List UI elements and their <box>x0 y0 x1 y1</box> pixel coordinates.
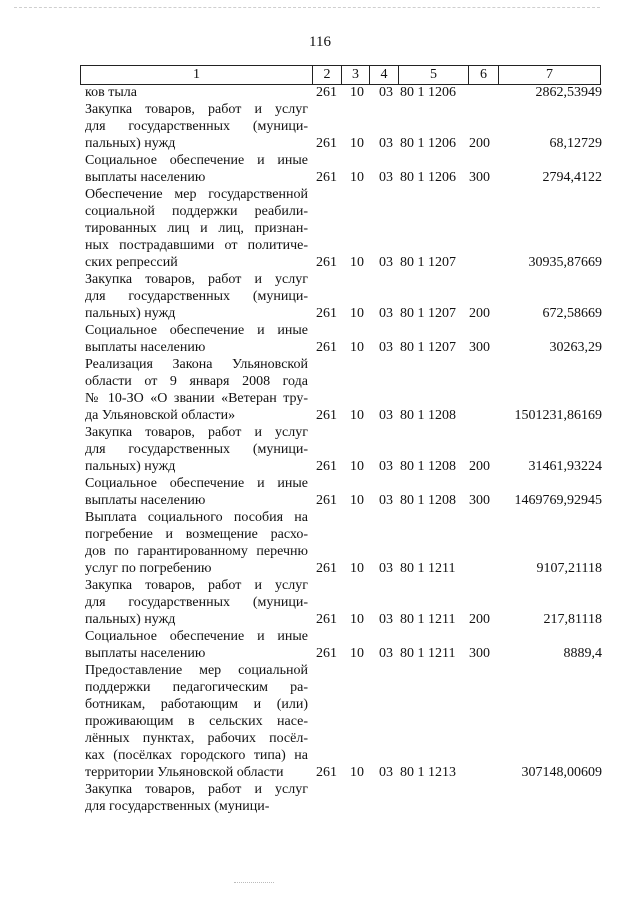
row-label-line: выплаты населению <box>85 170 206 185</box>
row-label-line: Социальное обеспечение и иные <box>85 629 308 644</box>
table-row <box>0 424 640 475</box>
table-row <box>0 628 640 662</box>
row-amount: 2794,4122 <box>542 170 602 185</box>
row-target-article-code: 80 1 1211 <box>400 646 456 661</box>
row-subsection-code: 03 <box>379 561 393 576</box>
row-subsection-code: 03 <box>379 459 393 474</box>
row-ved-code: 261 <box>316 306 337 321</box>
row-section-code: 10 <box>350 493 364 508</box>
row-label-line: для государственных (муници- <box>85 119 308 134</box>
row-target-article-code: 80 1 1207 <box>400 340 456 355</box>
row-label-line: Закупка товаров, работ и услуг <box>85 425 308 440</box>
row-codes <box>0 798 640 815</box>
table-row <box>0 475 640 509</box>
table-row <box>0 152 640 186</box>
row-codes <box>0 135 640 152</box>
row-expense-type-code: 200 <box>469 612 490 627</box>
row-amount: 1501231,86169 <box>514 408 602 423</box>
row-amount: 68,12729 <box>549 136 602 151</box>
row-subsection-code: 03 <box>379 85 393 100</box>
row-expense-type-code: 200 <box>469 306 490 321</box>
header-col-4: 4 <box>369 66 398 84</box>
row-target-article-code: 80 1 1208 <box>400 459 456 474</box>
row-subsection-code: 03 <box>379 408 393 423</box>
row-label-line: Выплата социального пособия на <box>85 510 308 525</box>
header-col-1: 1 <box>193 67 200 82</box>
row-section-code: 10 <box>350 561 364 576</box>
row-section-code: 10 <box>350 459 364 474</box>
row-amount: 30935,87669 <box>528 255 602 270</box>
row-label-line: тированных лиц и лиц, признан- <box>85 221 308 236</box>
table-row <box>0 509 640 577</box>
row-label-line: территории Ульяновской области <box>85 765 284 780</box>
row-codes <box>0 84 640 101</box>
row-ved-code: 261 <box>316 612 337 627</box>
table-row <box>0 101 640 152</box>
row-ved-code: 261 <box>316 255 337 270</box>
row-expense-type-code: 300 <box>469 340 490 355</box>
row-codes <box>0 645 640 662</box>
table-header-row <box>80 65 601 85</box>
row-subsection-code: 03 <box>379 340 393 355</box>
table-row <box>0 186 640 271</box>
row-target-article-code: 80 1 1208 <box>400 493 456 508</box>
row-ved-code: 261 <box>316 340 337 355</box>
row-codes <box>0 169 640 186</box>
table-row <box>0 322 640 356</box>
row-label-line: ботникам, работающим и (или) <box>85 697 308 712</box>
row-codes <box>0 611 640 628</box>
row-target-article-code: 80 1 1211 <box>400 612 456 627</box>
row-ved-code: 261 <box>316 85 337 100</box>
row-ved-code: 261 <box>316 561 337 576</box>
row-label-line: Социальное обеспечение и иные <box>85 153 308 168</box>
row-section-code: 10 <box>350 408 364 423</box>
row-subsection-code: 03 <box>379 765 393 780</box>
row-expense-type-code: 200 <box>469 136 490 151</box>
row-label-line: для государственных (муници- <box>85 595 308 610</box>
table-row <box>0 662 640 781</box>
row-label-line: социальной поддержки реабили- <box>85 204 308 219</box>
row-label-line: выплаты населению <box>85 646 206 661</box>
page-top-rule <box>14 7 600 8</box>
row-label-line: для государственных (муници- <box>85 289 308 304</box>
row-label-line: Закупка товаров, работ и услуг <box>85 782 308 797</box>
row-target-article-code: 80 1 1206 <box>400 85 456 100</box>
row-label-line: поддержки педагогическим ра- <box>85 680 308 695</box>
table-body <box>0 84 640 815</box>
row-label-line: лённых пунктах, рабочих посёл- <box>85 731 308 746</box>
row-section-code: 10 <box>350 85 364 100</box>
row-amount: 307148,00609 <box>521 765 602 780</box>
row-codes <box>0 407 640 424</box>
row-amount: 672,58669 <box>542 306 602 321</box>
row-label-line: Закупка товаров, работ и услуг <box>85 102 308 117</box>
row-label-line: Социальное обеспечение и иные <box>85 476 308 491</box>
row-section-code: 10 <box>350 170 364 185</box>
row-label-line: пальных) нужд <box>85 459 176 474</box>
header-col-3: 3 <box>341 66 369 84</box>
row-codes <box>0 764 640 781</box>
row-target-article-code: 80 1 1211 <box>400 561 456 576</box>
row-target-article-code: 80 1 1207 <box>400 255 456 270</box>
row-label-line: Закупка товаров, работ и услуг <box>85 272 308 287</box>
row-section-code: 10 <box>350 136 364 151</box>
row-codes <box>0 254 640 271</box>
row-amount: 217,81118 <box>543 612 602 627</box>
row-target-article-code: 80 1 1208 <box>400 408 456 423</box>
row-label-line: Закупка товаров, работ и услуг <box>85 578 308 593</box>
row-section-code: 10 <box>350 255 364 270</box>
row-subsection-code: 03 <box>379 170 393 185</box>
row-subsection-code: 03 <box>379 306 393 321</box>
row-label-line: погребение и возмещение расхо- <box>85 527 308 542</box>
row-label-line: пальных) нужд <box>85 136 176 151</box>
row-subsection-code: 03 <box>379 255 393 270</box>
row-target-article-code: 80 1 1213 <box>400 765 456 780</box>
row-target-article-code: 80 1 1207 <box>400 306 456 321</box>
row-target-article-code: 80 1 1206 <box>400 136 456 151</box>
row-section-code: 10 <box>350 340 364 355</box>
row-target-article-code: 80 1 1206 <box>400 170 456 185</box>
header-col-2: 2 <box>312 66 341 84</box>
row-subsection-code: 03 <box>379 493 393 508</box>
row-label-line: для государственных (муници- <box>85 799 270 814</box>
table-row <box>0 271 640 322</box>
row-label-line: ках (посёлках городского типа) на <box>85 748 308 763</box>
row-expense-type-code: 300 <box>469 170 490 185</box>
row-amount: 1469769,92945 <box>514 493 602 508</box>
row-label-line: для государственных (муници- <box>85 442 308 457</box>
row-amount: 9107,21118 <box>536 561 602 576</box>
table-row <box>0 356 640 424</box>
table-row <box>0 781 640 815</box>
table-row <box>0 84 640 101</box>
row-section-code: 10 <box>350 765 364 780</box>
row-subsection-code: 03 <box>379 646 393 661</box>
row-expense-type-code: 200 <box>469 459 490 474</box>
header-col-5: 5 <box>398 66 468 84</box>
row-amount: 8889,4 <box>563 646 602 661</box>
row-label-line: ков тыла <box>85 85 137 100</box>
row-amount: 31461,93224 <box>528 459 602 474</box>
row-amount: 2862,53949 <box>535 85 602 100</box>
row-ved-code: 261 <box>316 765 337 780</box>
row-label-line: ных пострадавшими от политиче- <box>85 238 308 253</box>
row-subsection-code: 03 <box>379 136 393 151</box>
row-ved-code: 261 <box>316 459 337 474</box>
row-codes <box>0 305 640 322</box>
row-label-line: пальных) нужд <box>85 612 176 627</box>
row-ved-code: 261 <box>316 493 337 508</box>
row-codes <box>0 458 640 475</box>
row-section-code: 10 <box>350 646 364 661</box>
row-label-line: выплаты населению <box>85 340 206 355</box>
row-amount: 30263,29 <box>549 340 602 355</box>
row-ved-code: 261 <box>316 170 337 185</box>
row-section-code: 10 <box>350 306 364 321</box>
row-label-line: ских репрессий <box>85 255 178 270</box>
row-label-line: Предоставление мер социальной <box>85 663 308 678</box>
row-codes <box>0 560 640 577</box>
row-label-line: проживающим в сельских насе- <box>85 714 308 729</box>
footer-mark <box>234 882 274 883</box>
row-label-line: пальных) нужд <box>85 306 176 321</box>
row-label-line: дов по гарантированному перечню <box>85 544 308 559</box>
row-label-line: Обеспечение мер государственной <box>85 187 308 202</box>
row-subsection-code: 03 <box>379 612 393 627</box>
row-label-line: № 10-ЗО «О звании «Ветеран тру- <box>85 391 308 406</box>
row-label-line: да Ульяновской области» <box>85 408 236 423</box>
header-col-6: 6 <box>468 66 498 84</box>
row-section-code: 10 <box>350 612 364 627</box>
row-ved-code: 261 <box>316 136 337 151</box>
row-ved-code: 261 <box>316 408 337 423</box>
row-label-line: области от 9 января 2008 года <box>85 374 308 389</box>
table-row <box>0 577 640 628</box>
row-ved-code: 261 <box>316 646 337 661</box>
row-label-line: Реализация Закона Ульяновской <box>85 357 308 372</box>
row-codes <box>0 339 640 356</box>
row-label-line: услуг по погребению <box>85 561 212 576</box>
row-label-line: выплаты населению <box>85 493 206 508</box>
page-number: 116 <box>309 34 331 50</box>
row-expense-type-code: 300 <box>469 493 490 508</box>
row-codes <box>0 492 640 509</box>
row-label-line: Социальное обеспечение и иные <box>85 323 308 338</box>
header-col-7: 7 <box>498 66 600 84</box>
row-expense-type-code: 300 <box>469 646 490 661</box>
